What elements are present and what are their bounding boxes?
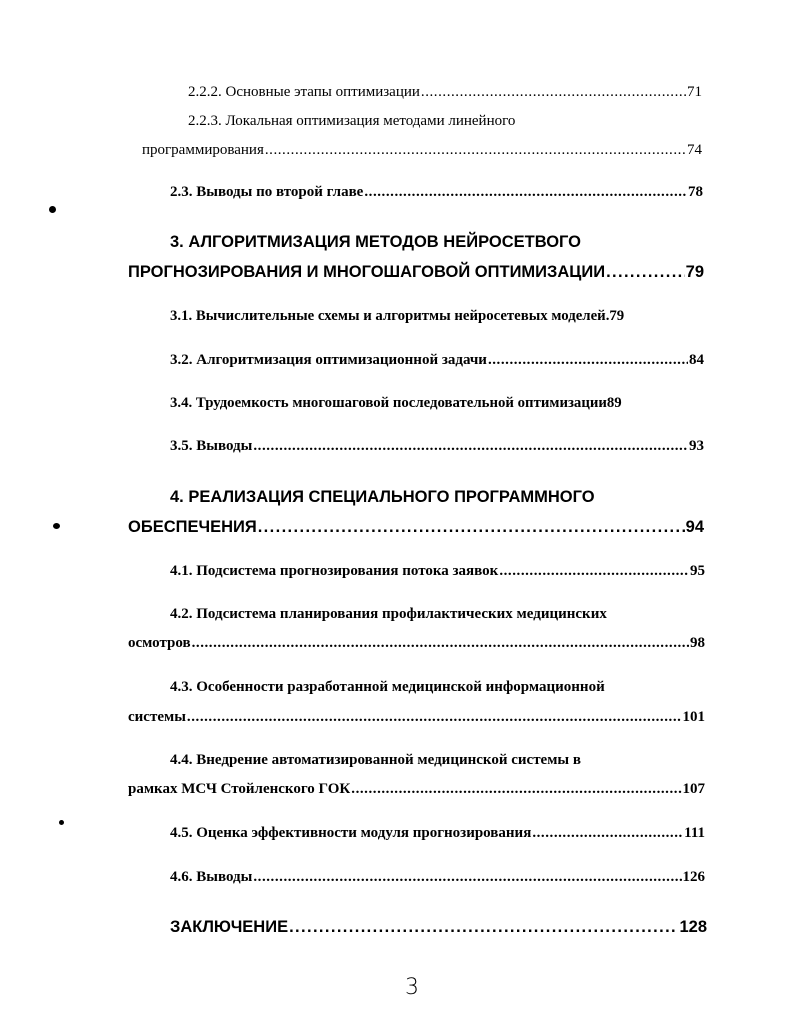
toc-entry-title: 4.5. Оценка эффективности модуля прогнозирования bbox=[170, 825, 532, 841]
dot-leader bbox=[532, 825, 683, 842]
toc-entry-page: 71 bbox=[687, 84, 702, 100]
toc-entry-page: 84 bbox=[689, 352, 704, 368]
toc-chapter-3-line1[interactable]: 3. АЛГОРИТМИЗАЦИЯ МЕТОДОВ НЕЙРОСЕТВОГО bbox=[170, 233, 582, 251]
toc-entry-4-3[interactable] bbox=[128, 709, 705, 726]
toc-entry-title: ПРОГНОЗИРОВАНИЯ И МНОГОШАГОВОЙ ОПТИМИЗАЦИИ bbox=[128, 263, 606, 281]
toc-chapter-3[interactable] bbox=[128, 263, 704, 282]
scan-mark bbox=[49, 206, 56, 213]
toc-entry-2-2-3[interactable] bbox=[142, 142, 702, 159]
toc-entry-page: 98 bbox=[690, 635, 705, 651]
toc-entry-3-4[interactable]: 3.4. Трудоемкость многошаговой последовательной оптимизации89 bbox=[170, 395, 622, 411]
toc-entry-4-6[interactable] bbox=[170, 869, 705, 886]
toc-entry-title: 3.5. Выводы bbox=[170, 438, 253, 454]
toc-entry-title: 3.2. Алгоритмизация оптимизационной задачи bbox=[170, 352, 487, 368]
toc-entry-page: 111 bbox=[684, 825, 705, 841]
toc-chapter-4[interactable] bbox=[128, 518, 704, 537]
dot-leader bbox=[421, 84, 686, 101]
page-number: 3 bbox=[405, 975, 419, 1000]
dot-leader bbox=[265, 142, 686, 159]
dot-leader bbox=[187, 709, 682, 726]
scan-mark bbox=[59, 820, 64, 825]
dot-leader bbox=[253, 869, 681, 886]
toc-entry-page: 95 bbox=[690, 563, 705, 579]
toc-entry-4-3-line1[interactable]: 4.3. Особенности разработанной медицинской информационной bbox=[170, 679, 605, 695]
toc-entry-title: системы bbox=[128, 709, 186, 725]
toc-entry-3-2[interactable] bbox=[170, 352, 704, 369]
toc-entry-title: 4.1. Подсистема прогнозирования потока заявок bbox=[170, 563, 499, 579]
toc-entry-title: рамках МСЧ Стойленского ГОК bbox=[128, 781, 351, 797]
toc-entry-3-1[interactable]: 3.1. Вычислительные схемы и алгоритмы нейросетевых моделей.79 bbox=[170, 308, 625, 324]
dot-leader bbox=[258, 518, 685, 537]
toc-entry-page: 126 bbox=[682, 869, 705, 885]
toc-entry-page: 78 bbox=[688, 184, 703, 200]
dot-leader bbox=[364, 184, 687, 201]
toc-entry-4-1[interactable] bbox=[170, 563, 705, 580]
toc-entry-title: программирования bbox=[142, 142, 264, 158]
dot-leader bbox=[192, 635, 689, 652]
toc-chapter-4-line1[interactable]: 4. РЕАЛИЗАЦИЯ СПЕЦИАЛЬНОГО ПРОГРАММНОГО bbox=[170, 488, 595, 506]
dot-leader bbox=[488, 352, 688, 369]
toc-entry-4-2[interactable] bbox=[128, 635, 705, 652]
toc-entry-4-4-line1[interactable]: 4.4. Внедрение автоматизированной медицинской системы в bbox=[170, 752, 581, 768]
toc-entry-3-5[interactable] bbox=[170, 438, 704, 455]
dot-leader bbox=[606, 263, 685, 282]
toc-entry-title: 2.3. Выводы по второй главе bbox=[170, 184, 364, 200]
toc-entry-4-5[interactable] bbox=[170, 825, 705, 842]
toc-entry-2-2-2[interactable] bbox=[188, 84, 702, 101]
scan-mark bbox=[53, 523, 60, 529]
toc-entry-title: ОБЕСПЕЧЕНИЯ bbox=[128, 518, 257, 536]
toc-entry-4-4[interactable] bbox=[128, 781, 705, 798]
toc-conclusion[interactable] bbox=[170, 918, 707, 937]
dot-leader bbox=[351, 781, 681, 798]
dot-leader bbox=[253, 438, 688, 455]
toc-entry-title: 4.6. Выводы bbox=[170, 869, 253, 885]
toc-entry-page: 101 bbox=[682, 709, 705, 725]
toc-entry-page: 93 bbox=[689, 438, 704, 454]
toc-entry-4-2-line1[interactable]: 4.2. Подсистема планирования профилактических медицинских bbox=[170, 606, 607, 622]
toc-entry-page: 79 bbox=[685, 263, 704, 281]
toc-entry-title: ЗАКЛЮЧЕНИЕ bbox=[170, 918, 289, 936]
dot-leader bbox=[499, 563, 689, 580]
toc-entry-page: 94 bbox=[685, 518, 704, 536]
toc-entry-title: 2.2.2. Основные этапы оптимизации bbox=[188, 84, 420, 100]
toc-entry-page: 128 bbox=[679, 918, 707, 936]
dot-leader bbox=[289, 918, 678, 937]
toc-entry-title: осмотров bbox=[128, 635, 191, 651]
toc-entry-page: 74 bbox=[687, 142, 702, 158]
toc-entry-page: 107 bbox=[682, 781, 705, 797]
toc-entry-2-3[interactable] bbox=[170, 184, 703, 201]
toc-entry-2-2-3-line1[interactable]: 2.2.3. Локальная оптимизация методами линейного bbox=[188, 113, 516, 129]
